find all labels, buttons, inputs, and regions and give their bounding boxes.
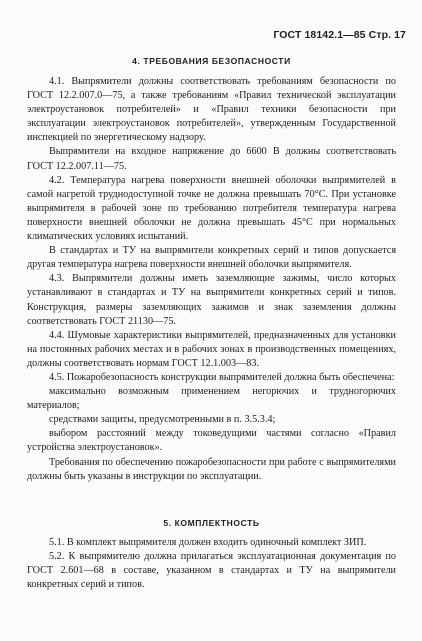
paragraph: выбором расстояний между токоведущими частями согласно «Правил устройства электроустановок». xyxy=(27,428,396,454)
paragraph: средствами защиты, предусмотренными в п. 3.5.3.4; xyxy=(49,414,276,426)
section-heading: 5. КОМПЛЕКТНОСТЬ xyxy=(163,518,260,528)
section-body-safety xyxy=(27,75,396,484)
paragraph: 4.1. Выпрямители должны соответствовать требованиям безопасности по ГОСТ 12.2.007.0—75, а также требованиям «Правил технической эксплуатации электроустановок потребителей» и «Правил техники безопасности при эксплуатации электроустановок потребителей», утвержденным Государственной инспекцией по энергетическому надзору. xyxy=(27,76,396,144)
paragraph: Выпрямители на входное напряжение до 6600 В должны соответствовать ГОСТ 12.2.007.11—75. xyxy=(27,146,396,172)
paragraph: 4.5. Пожаробезопасность конструкции выпрямителей должна быть обеспечена: xyxy=(49,371,395,383)
section-title-safety xyxy=(27,56,396,66)
section-title-completeness xyxy=(27,518,396,528)
paragraph: 4.3. Выпрямители должны иметь заземляющие зажимы, число которых устанавливают в стандартах и ТУ на выпрямители конкретных серий и типов. Конструкция, размеры заземляющих зажимов и знак заземления должны соответствовать ГОСТ 21130—75. xyxy=(27,273,396,327)
paragraph: 4.2. Температура нагрева поверхности внешней оболочки выпрямителей в самой нагретой труднодоступной точке не должна превышать 70°С. При установке выпрямителя в рабочей зоне по требованию потребителя температура нагрева поверхности внешней оболочки не должна превышать 45°С при нормальных климатических условиях испытаний. xyxy=(27,174,396,243)
section-heading: 4. ТРЕБОВАНИЯ БЕЗОПАСНОСТИ xyxy=(132,56,291,66)
paragraph: Требования по обеспечению пожаробезопасности при работе с выпрямителями должны быть указаны в инструкции по эксплуатации. xyxy=(27,456,396,482)
paragraph: В стандартах и ТУ на выпрямители конкретных серий и типов допускается другая температура нагрева поверхности внешней оболочки выпрямителя. xyxy=(27,245,396,271)
paragraph: 5.2. К выпрямителю должна прилагаться эксплуатационная документация по ГОСТ 2.601—68 в составе, указанном в стандартах и ТУ на выпрямители конкретных серий и типов. xyxy=(27,551,396,591)
paragraph: максимально возможным применением негорючих и трудногорючих материалов; xyxy=(27,386,396,412)
page-header: ГОСТ 18142.1—85 Стр. 17 xyxy=(273,29,406,41)
section-body-completeness xyxy=(27,536,396,592)
paragraph: 4.4. Шумовые характеристики выпрямителей, предназначенных для установки на постоянных рабочих местах и в рабочих зонах в производственных помещениях, должны соответствовать нормам ГОСТ 12.1.003—83. xyxy=(27,329,396,369)
paragraph: 5.1. В комплект выпрямителя должен входить одиночный комплект ЗИП. xyxy=(49,537,367,548)
